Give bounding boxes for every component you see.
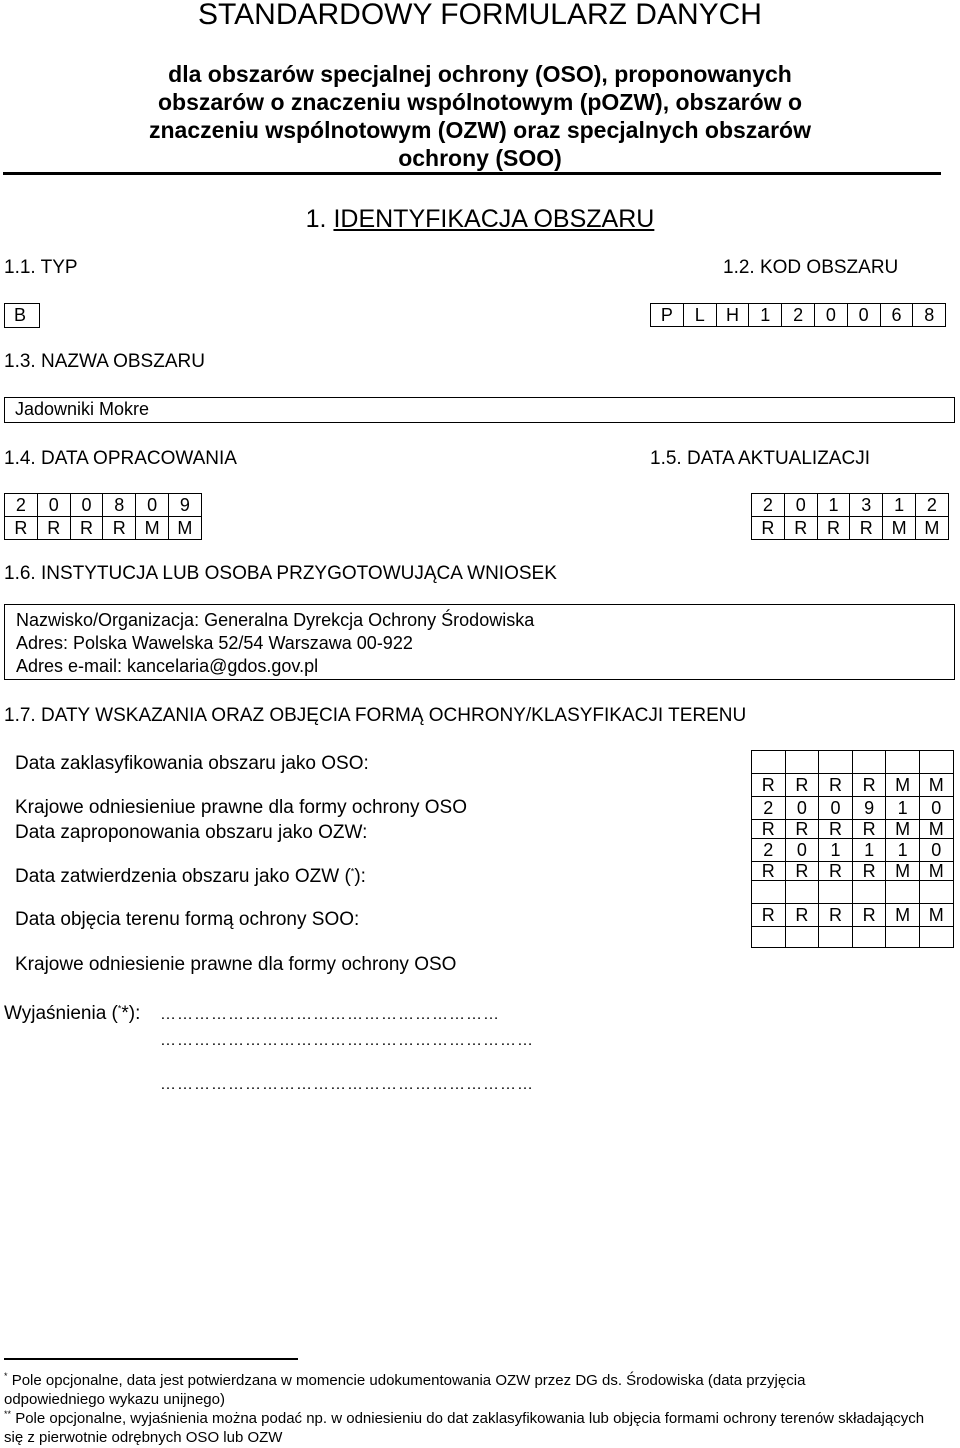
ozw-proposed-label: Data zaproponowania obszaru jako OZW: xyxy=(15,822,368,843)
date-blank-cell[interactable] xyxy=(818,926,853,948)
date-digit-cell[interactable] xyxy=(852,880,887,904)
nazwa-value: Jadowniki Mokre xyxy=(15,399,150,419)
date-format-cell[interactable]: R xyxy=(102,516,136,540)
wyjasnienia-label: Wyjaśnienia (**): xyxy=(4,1003,141,1024)
nazwa-label: 1.3. NAZWA OBSZARU xyxy=(4,351,205,372)
date-digit-cell[interactable]: 2 xyxy=(751,796,786,820)
wyjasnienia-line-2[interactable]: ………………………………………………………… xyxy=(160,1032,534,1049)
daty-label: 1.7. DATY WSKAZANIA ORAZ OBJĘCIA FORMĄ OCHRONY/KLASYFIKACJI TERENU xyxy=(4,705,747,726)
kod-char-cell[interactable]: 0 xyxy=(847,303,881,327)
date-format-cell[interactable]: M xyxy=(882,516,916,540)
instytucja-field[interactable] xyxy=(4,604,955,680)
kod-label: 1.2. KOD OBSZARU xyxy=(723,257,899,278)
kod-char-cell[interactable]: 2 xyxy=(781,303,815,327)
date-digit-cell[interactable] xyxy=(885,750,920,774)
date-format-cell[interactable]: R xyxy=(4,516,38,540)
soo-date-label: Data objęcia terenu formą ochrony SOO: xyxy=(15,909,360,930)
date-format-cell[interactable]: R xyxy=(751,819,786,839)
typ-value: B xyxy=(14,305,27,325)
date-digit-cell[interactable]: 1 xyxy=(818,838,853,862)
date-format-cell[interactable]: R xyxy=(849,516,883,540)
oso-date-label: Data zaklasyfikowania obszaru jako OSO: xyxy=(15,753,369,774)
date-digit-cell[interactable]: 1 xyxy=(817,493,851,517)
date-digit-cell[interactable]: 2 xyxy=(751,493,785,517)
date-digit-cell[interactable]: 0 xyxy=(919,796,954,820)
date-format-cell[interactable]: R xyxy=(751,861,786,881)
date-digit-cell[interactable]: 0 xyxy=(785,796,820,820)
date-digit-cell[interactable]: 2 xyxy=(751,838,786,862)
date-format-cell[interactable]: M xyxy=(168,516,202,540)
date-format-cell[interactable]: R xyxy=(784,516,818,540)
wyjasnienia-line-3[interactable]: ………………………………………………………… xyxy=(160,1076,534,1093)
email-line: Adres e-mail: kancelaria@gdos.gov.pl xyxy=(16,656,319,676)
kod-field[interactable] xyxy=(650,303,946,327)
data-aktualizacji-label: 1.5. DATA AKTUALIZACJI xyxy=(650,448,870,469)
daty-date-grid[interactable] xyxy=(751,750,954,948)
footnote-2: ** Pole opcjonalne, wyjaśnienia można podać np. w odniesieniu do dat zaklasyfikowania lub objęcia formami ochrony terenów składających się z pierwotnie odrębnych OSO lub OZW xyxy=(4,1409,925,1446)
date-format-cell[interactable]: R xyxy=(818,903,853,927)
kod-char-cell[interactable]: 6 xyxy=(880,303,914,327)
date-format-cell[interactable]: M xyxy=(885,819,920,839)
organizacja-line: Nazwisko/Organizacja: Generalna Dyrekcja Ochrony Środowiska xyxy=(16,610,535,630)
date-format-cell[interactable]: R xyxy=(37,516,71,540)
date-format-cell[interactable]: R xyxy=(785,861,820,881)
date-digit-cell[interactable] xyxy=(919,750,954,774)
typ-label: 1.1. TYP xyxy=(4,257,78,278)
date-format-cell[interactable]: R xyxy=(751,903,786,927)
kod-char-cell[interactable]: H xyxy=(716,303,750,327)
date-digit-cell[interactable]: 0 xyxy=(919,838,954,862)
date-digit-cell[interactable]: 2 xyxy=(4,493,38,517)
date-blank-cell[interactable] xyxy=(885,926,920,948)
date-format-cell[interactable]: R xyxy=(852,861,887,881)
date-digit-cell[interactable]: 1 xyxy=(882,493,916,517)
date-digit-cell[interactable]: 2 xyxy=(915,493,949,517)
date-format-cell[interactable]: R xyxy=(785,773,820,797)
data-opracowania-field[interactable] xyxy=(4,493,202,540)
date-format-cell[interactable]: M xyxy=(135,516,169,540)
date-digit-cell[interactable] xyxy=(785,750,820,774)
document-subtitle: dla obszarów specjalnej ochrony (OSO), proponowanych obszarów o znaczeniu wspólnotowym (pOZW), obszarów o znaczeniu wspólnotowym (OZW) oraz specjalnych obszarów ochrony (SOO) xyxy=(149,61,811,171)
date-digit-cell[interactable] xyxy=(785,880,820,904)
date-digit-cell[interactable]: 0 xyxy=(135,493,169,517)
date-digit-cell[interactable]: 0 xyxy=(70,493,104,517)
date-format-cell[interactable]: R xyxy=(785,819,820,839)
date-digit-cell[interactable]: 1 xyxy=(885,838,920,862)
section-number: 1. xyxy=(305,205,327,233)
date-digit-cell[interactable] xyxy=(919,880,954,904)
date-format-cell[interactable]: R xyxy=(852,903,887,927)
date-format-cell[interactable]: M xyxy=(919,773,954,797)
date-digit-cell[interactable] xyxy=(751,750,786,774)
date-format-cell[interactable]: R xyxy=(852,773,887,797)
date-digit-cell[interactable] xyxy=(885,880,920,904)
document-title: STANDARDOWY FORMULARZ DANYCH xyxy=(198,0,762,31)
date-digit-cell[interactable]: 9 xyxy=(852,796,887,820)
instytucja-label: 1.6. INSTYTUCJA LUB OSOBA PRZYGOTOWUJĄCA WNIOSEK xyxy=(4,563,557,584)
date-blank-cell[interactable] xyxy=(852,926,887,948)
date-format-cell[interactable]: M xyxy=(885,903,920,927)
date-digit-cell[interactable] xyxy=(818,750,853,774)
date-digit-cell[interactable]: 3 xyxy=(849,493,883,517)
kod-char-cell[interactable]: P xyxy=(650,303,684,327)
date-format-cell[interactable]: M xyxy=(885,773,920,797)
date-format-cell[interactable]: R xyxy=(785,903,820,927)
date-digit-cell[interactable]: 0 xyxy=(785,838,820,862)
data-opracowania-label: 1.4. DATA OPRACOWANIA xyxy=(4,448,237,469)
date-digit-cell[interactable] xyxy=(751,880,786,904)
wyjasnienia-line-1[interactable]: …………………………………………………… xyxy=(160,1006,500,1023)
date-format-cell[interactable]: M xyxy=(919,861,954,881)
soo-legal-label: Krajowe odniesienie prawne dla formy ochrony OSO xyxy=(15,954,457,975)
date-digit-cell[interactable]: 0 xyxy=(818,796,853,820)
date-format-cell[interactable]: M xyxy=(915,516,949,540)
date-blank-cell[interactable] xyxy=(919,926,954,948)
section-name: IDENTYFIKACJA OBSZARU xyxy=(333,205,655,233)
date-format-cell[interactable]: R xyxy=(70,516,104,540)
date-format-cell[interactable]: M xyxy=(919,819,954,839)
date-format-cell[interactable]: R xyxy=(852,819,887,839)
date-digit-cell[interactable] xyxy=(852,750,887,774)
footnote-1: * Pole opcjonalne, data jest potwierdzana w momencie udokumentowania OZW przez DG ds. Środowiska (data przyjęcia odpowiedniego wykazu unijnego) xyxy=(4,1371,806,1408)
date-digit-cell[interactable]: 1 xyxy=(885,796,920,820)
date-format-cell[interactable]: R xyxy=(751,773,786,797)
date-format-cell[interactable]: R xyxy=(751,516,785,540)
nazwa-field[interactable] xyxy=(4,397,955,423)
date-format-cell[interactable]: R xyxy=(818,773,853,797)
date-format-cell[interactable]: R xyxy=(818,819,853,839)
date-format-cell[interactable]: M xyxy=(885,861,920,881)
date-digit-cell[interactable]: 8 xyxy=(102,493,136,517)
date-format-cell[interactable]: R xyxy=(818,861,853,881)
section-title xyxy=(0,204,960,234)
ozw-confirmed-label: Data zatwierdzenia obszaru jako OZW (*): xyxy=(15,866,366,887)
date-digit-cell[interactable]: 0 xyxy=(37,493,71,517)
date-blank-cell[interactable] xyxy=(751,926,786,948)
data-aktualizacji-field[interactable] xyxy=(751,493,949,540)
kod-char-cell[interactable]: L xyxy=(683,303,717,327)
footnote-divider xyxy=(4,1358,298,1360)
date-format-cell[interactable]: R xyxy=(817,516,851,540)
date-blank-cell[interactable] xyxy=(785,926,820,948)
typ-field[interactable] xyxy=(4,303,40,328)
date-digit-cell[interactable] xyxy=(818,880,853,904)
date-digit-cell[interactable]: 0 xyxy=(784,493,818,517)
kod-char-cell[interactable]: 8 xyxy=(912,303,946,327)
date-digit-cell[interactable]: 1 xyxy=(852,838,887,862)
kod-char-cell[interactable]: 0 xyxy=(814,303,848,327)
header-divider xyxy=(3,172,941,175)
date-format-cell[interactable]: M xyxy=(919,903,954,927)
adres-line: Adres: Polska Wawelska 52/54 Warszawa 00-922 xyxy=(16,633,413,653)
date-digit-cell[interactable]: 9 xyxy=(168,493,202,517)
oso-legal-label: Krajowe odniesieniue prawne dla formy ochrony OSO xyxy=(15,797,468,818)
kod-char-cell[interactable]: 1 xyxy=(748,303,782,327)
